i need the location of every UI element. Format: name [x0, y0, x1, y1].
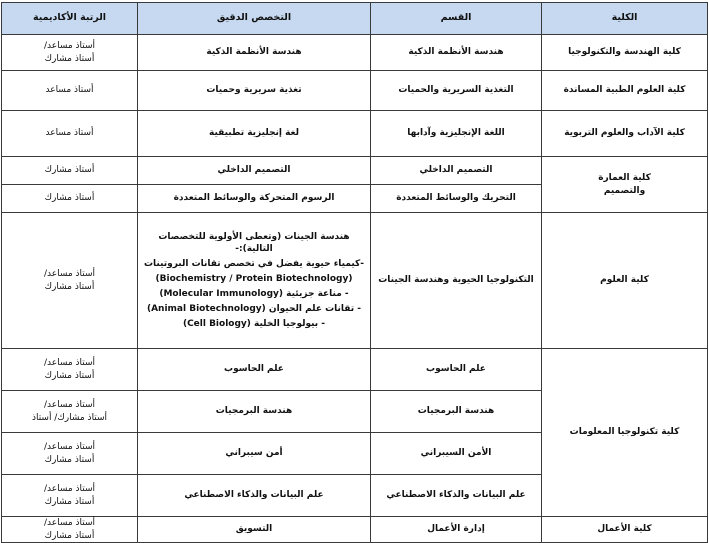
department-cell: علم الحاسوب — [371, 349, 542, 391]
college-cell: كلية تكنولوجيا المعلومات — [542, 349, 708, 517]
college-line: كلية العمارة — [598, 173, 651, 184]
college-cell: كلية العلوم — [542, 213, 708, 349]
rank-line: أستاذ مشارك — [44, 165, 95, 176]
rank-cell — [2, 475, 138, 517]
table-row — [2, 35, 708, 71]
department-cell: التكنولوجيا الحيوية وهندسة الجينات — [371, 213, 542, 349]
rank-cell — [2, 35, 138, 71]
specialization-cell: تغذية سريرية وحميات — [138, 71, 371, 111]
rank-cell — [2, 433, 138, 475]
department-cell: هندسة البرمجيات — [371, 391, 542, 433]
department-cell: التغذية السريرية والحميات — [371, 71, 542, 111]
rank-line: أستاذ مساعد/ — [43, 484, 96, 495]
rank-line: أستاذ مساعد/ — [43, 358, 96, 369]
rank-cell — [2, 213, 138, 349]
specialization-line: هندسة الجينات (وتعطى الأولوية للتخصصات التالية):- — [158, 231, 350, 254]
rank-line: أستاذ مشارك — [44, 530, 95, 541]
specialization-cell: التصميم الداخلي — [138, 157, 371, 185]
rank-line: أستاذ مساعد/ — [43, 442, 96, 453]
department-cell: اللغة الإنجليزية وآدابها — [371, 111, 542, 157]
rank-line: أستاذ مشارك — [44, 281, 95, 292]
positions-table — [1, 2, 708, 543]
rank-line: أستاذ مساعد — [45, 85, 94, 96]
specialization-line: -كيمياء حيوية يفضل في تخصص تقانات البروتينات — [143, 258, 365, 269]
college-cell: كلية الآداب والعلوم التربوية — [542, 111, 708, 157]
college-cell: كلية العلوم الطبية المساندة — [542, 71, 708, 111]
rank-line: أستاذ مشارك — [44, 53, 95, 64]
specialization-cell: هندسة البرمجيات — [138, 391, 371, 433]
table-row — [2, 71, 708, 111]
specialization-line: - مناعة جزيئية (Molecular Immunology) — [159, 289, 349, 300]
specialization-cell: هندسة الأنظمة الذكية — [138, 35, 371, 71]
specialization-cell: التسويق — [138, 517, 371, 543]
rank-line: أستاذ مشارك — [44, 454, 95, 465]
table-row — [2, 157, 708, 185]
table-row — [2, 517, 708, 543]
department-cell: التصميم الداخلي — [371, 157, 542, 185]
rank-cell — [2, 111, 138, 157]
specialization-cell — [138, 213, 371, 349]
header-college: الكلية — [542, 3, 708, 35]
specialization-cell: لغة إنجليزية تطبيقية — [138, 111, 371, 157]
specialization-cell: علم الحاسوب — [138, 349, 371, 391]
header-department: القسم — [371, 3, 542, 35]
rank-cell — [2, 349, 138, 391]
rank-line: أستاذ مشارك/ أستاذ — [31, 412, 108, 423]
rank-cell — [2, 157, 138, 185]
department-cell: إدارة الأعمال — [371, 517, 542, 543]
department-cell: علم البيانات والذكاء الاصطناعي — [371, 475, 542, 517]
rank-cell — [2, 391, 138, 433]
specialization-cell: أمن سيبراني — [138, 433, 371, 475]
rank-cell — [2, 185, 138, 213]
specialization-line: - بيولوجيا الخلية (Cell Biology) — [182, 319, 326, 330]
rank-line: أستاذ مشارك — [44, 193, 95, 204]
specialization-cell: الرسوم المتحركة والوسائط المتعددة — [138, 185, 371, 213]
rank-line: أستاذ مساعد/ — [43, 269, 96, 280]
college-cell: كلية الهندسة والتكنولوجيا — [542, 35, 708, 71]
table-row — [2, 111, 708, 157]
rank-cell — [2, 517, 138, 543]
rank-line: أستاذ مساعد/ — [43, 41, 96, 52]
table-row — [2, 213, 708, 349]
department-cell: هندسة الأنظمة الذكية — [371, 35, 542, 71]
rank-line: أستاذ مساعد — [45, 128, 94, 139]
header-specialization: التخصص الدقيق — [138, 3, 371, 35]
college-cell: كلية الأعمال — [542, 517, 708, 543]
college-line: والتصميم — [603, 185, 646, 196]
department-cell: التحريك والوسائط المتعددة — [371, 185, 542, 213]
header-row — [2, 3, 708, 35]
header-rank: الرتبة الأكاديمية — [2, 3, 138, 35]
specialization-line: - تقانات علم الحيوان (Animal Biotechnology) — [146, 304, 362, 315]
specialization-cell: علم البيانات والذكاء الاصطناعي — [138, 475, 371, 517]
college-cell — [542, 157, 708, 213]
rank-cell — [2, 71, 138, 111]
rank-line: أستاذ مشارك — [44, 496, 95, 507]
table-row — [2, 349, 708, 391]
rank-line: أستاذ مساعد/ — [43, 518, 96, 529]
rank-line: أستاذ مشارك — [44, 370, 95, 381]
rank-line: أستاذ مساعد/ — [43, 400, 96, 411]
department-cell: الأمن السيبراني — [371, 433, 542, 475]
specialization-line: (Biochemistry / Protein Biotechnology) — [155, 273, 353, 284]
